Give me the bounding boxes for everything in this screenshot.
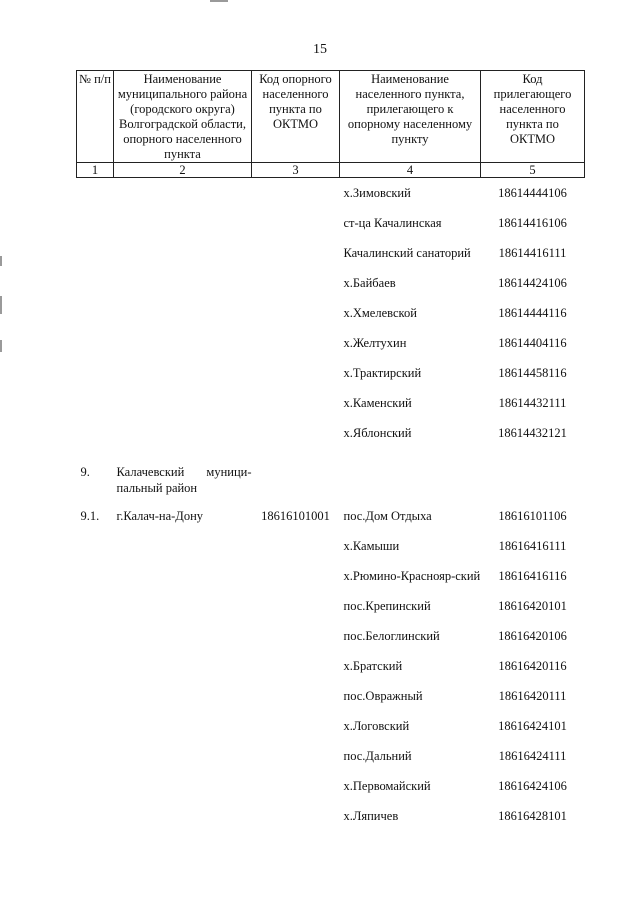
adjacent-point-code: 18616428101 xyxy=(498,809,567,823)
row-number xyxy=(77,215,114,245)
anchor-point-code xyxy=(252,748,340,778)
adjacent-point-code: 18614416106 xyxy=(498,216,567,230)
district-name xyxy=(114,688,252,718)
table-row xyxy=(77,395,585,425)
table-row xyxy=(77,628,585,658)
adjacent-point-name: х.Яблонский xyxy=(343,426,412,440)
row-number xyxy=(77,538,114,568)
adjacent-point-code: 18616424106 xyxy=(498,779,567,793)
adjacent-point-code: 18614432121 xyxy=(498,426,567,440)
row-number xyxy=(77,305,114,335)
anchor-point-code xyxy=(252,425,340,455)
row-number xyxy=(77,658,114,688)
table-row xyxy=(77,425,585,455)
district-name xyxy=(114,808,252,838)
anchor-point-code xyxy=(252,598,340,628)
table-row xyxy=(77,598,585,628)
anchor-point-code xyxy=(252,538,340,568)
anchor-point-code: 18616101001 xyxy=(261,509,330,523)
anchor-point-code xyxy=(252,688,340,718)
adjacent-point-code: 18614444106 xyxy=(498,186,567,200)
adjacent-point-code: 18616416111 xyxy=(498,539,567,553)
anchor-point-code xyxy=(252,178,340,216)
table-row xyxy=(77,718,585,748)
adjacent-point-code: 18616420116 xyxy=(498,659,567,673)
row-number xyxy=(77,178,114,216)
table-row xyxy=(77,808,585,838)
anchor-point-code xyxy=(252,808,340,838)
anchor-point-code xyxy=(252,658,340,688)
scan-mark-left xyxy=(0,296,2,314)
row-number xyxy=(77,808,114,838)
adjacent-point-name: х.Первомайский xyxy=(343,779,431,793)
adjacent-point-code: 18614416111 xyxy=(498,246,567,260)
adjacent-point-code: 18614458116 xyxy=(498,366,567,380)
anchor-point-code xyxy=(252,245,340,275)
scan-mark-left xyxy=(0,340,2,352)
district-name xyxy=(114,778,252,808)
adjacent-point-code: 18616424111 xyxy=(498,749,567,763)
table-row xyxy=(77,178,585,216)
row-number xyxy=(77,628,114,658)
district-name: г.Калач-на-Дону xyxy=(116,509,204,523)
district-name xyxy=(114,538,252,568)
row-number xyxy=(77,598,114,628)
header-cell-adjacent-code: Код прилегающего населенного пункта по ОКТМО xyxy=(481,71,585,163)
district-name xyxy=(114,718,252,748)
district-name xyxy=(114,305,252,335)
adjacent-point-name: пос.Крепинский xyxy=(343,599,431,613)
row-number: 9. xyxy=(80,465,90,479)
district-name xyxy=(114,245,252,275)
anchor-point-code xyxy=(252,215,340,245)
table-row xyxy=(77,748,585,778)
table-row xyxy=(77,455,585,496)
anchor-point-code xyxy=(252,335,340,365)
header-cell-number: № п/п xyxy=(77,71,114,163)
adjacent-point-name: Качалинский санаторий xyxy=(343,246,471,260)
district-name xyxy=(114,275,252,305)
header-cell-adjacent-point: Наименование населенного пункта, прилегающего к опорному населенному пункту xyxy=(340,71,481,163)
adjacent-point-code: 18616420106 xyxy=(498,629,567,643)
adjacent-point-code: 18614444116 xyxy=(498,306,567,320)
table-row xyxy=(77,215,585,245)
adjacent-point-name: х.Каменский xyxy=(343,396,412,410)
row-number xyxy=(77,365,114,395)
column-number: 5 xyxy=(481,163,585,178)
district-name xyxy=(114,628,252,658)
table-row xyxy=(77,688,585,718)
adjacent-point-code: 18616420101 xyxy=(498,599,567,613)
row-number xyxy=(77,395,114,425)
district-name xyxy=(114,395,252,425)
row-number xyxy=(77,748,114,778)
adjacent-point-name: пос.Дальний xyxy=(343,749,412,763)
header-row xyxy=(77,71,585,163)
adjacent-point-name: х.Желтухин xyxy=(343,336,407,350)
anchor-point-code xyxy=(252,395,340,425)
settlements-table xyxy=(76,70,585,838)
adjacent-point-name: пос.Белоглинский xyxy=(343,629,440,643)
adjacent-point-name: х.Хмелевской xyxy=(343,306,417,320)
row-number xyxy=(77,275,114,305)
adjacent-point-name: х.Рюмино-Краснояр-ский xyxy=(343,569,481,583)
adjacent-point-name: х.Логовский xyxy=(343,719,410,733)
district-name xyxy=(114,178,252,216)
district-name xyxy=(114,335,252,365)
adjacent-point-code: 18616101106 xyxy=(498,509,567,523)
table-row xyxy=(77,245,585,275)
column-number: 2 xyxy=(114,163,252,178)
header-cell-district: Наименование муниципального района (городского округа) Волгоградской области, опорного населенного пункта xyxy=(114,71,252,163)
row-number xyxy=(77,335,114,365)
district-name xyxy=(114,748,252,778)
district-name xyxy=(114,598,252,628)
column-number: 3 xyxy=(252,163,340,178)
row-number xyxy=(77,245,114,275)
column-number-row xyxy=(77,163,585,178)
district-name xyxy=(114,215,252,245)
page-number: 15 xyxy=(313,42,327,57)
adjacent-point-name: пос.Овражный xyxy=(343,689,423,703)
table-row xyxy=(77,305,585,335)
table-row xyxy=(77,778,585,808)
row-number xyxy=(77,778,114,808)
table-row xyxy=(77,275,585,305)
adjacent-point-name: х.Ляпичев xyxy=(343,809,399,823)
adjacent-point-code: 18614404116 xyxy=(498,336,567,350)
anchor-point-code xyxy=(252,718,340,748)
row-number xyxy=(77,568,114,598)
adjacent-point-code: 18614432111 xyxy=(498,396,567,410)
district-name xyxy=(114,365,252,395)
column-number: 1 xyxy=(77,163,114,178)
adjacent-point-name: х.Трактирский xyxy=(343,366,422,380)
anchor-point-code xyxy=(252,305,340,335)
adjacent-point-code: 18616416116 xyxy=(498,569,567,583)
column-number: 4 xyxy=(340,163,481,178)
adjacent-point-code: 18616420111 xyxy=(498,689,567,703)
row-number xyxy=(77,425,114,455)
anchor-point-code xyxy=(252,275,340,305)
table-body xyxy=(77,178,585,839)
district-name: Калачевский муници-пальный район xyxy=(116,465,252,495)
anchor-point-code xyxy=(252,628,340,658)
adjacent-point-name: х.Зимовский xyxy=(343,186,411,200)
table-row xyxy=(77,538,585,568)
row-number: 9.1. xyxy=(80,509,100,523)
anchor-point-code xyxy=(252,365,340,395)
adjacent-point-name: х.Братский xyxy=(343,659,403,673)
row-number xyxy=(77,688,114,718)
scan-mark-top xyxy=(210,0,228,2)
adjacent-point-code: 18616424101 xyxy=(498,719,567,733)
table-row xyxy=(77,658,585,688)
row-number xyxy=(77,718,114,748)
table-row xyxy=(77,568,585,598)
adjacent-point-name: пос.Дом Отдыха xyxy=(343,509,432,523)
table-row xyxy=(77,365,585,395)
table-row xyxy=(77,496,585,538)
table-row xyxy=(77,335,585,365)
district-name xyxy=(114,568,252,598)
scan-mark-left xyxy=(0,256,2,266)
district-name xyxy=(114,658,252,688)
adjacent-point-name: ст-ца Качалинская xyxy=(343,216,442,230)
adjacent-point-name: х.Камыши xyxy=(343,539,400,553)
adjacent-point-code: 18614424106 xyxy=(498,276,567,290)
anchor-point-code xyxy=(252,455,340,496)
adjacent-point-name xyxy=(340,455,481,496)
adjacent-point-name: х.Байбаев xyxy=(343,276,396,290)
anchor-point-code xyxy=(252,778,340,808)
header-cell-code: Код опорного населенного пункта по ОКТМО xyxy=(252,71,340,163)
anchor-point-code xyxy=(252,568,340,598)
district-name xyxy=(114,425,252,455)
adjacent-point-code xyxy=(481,455,585,496)
